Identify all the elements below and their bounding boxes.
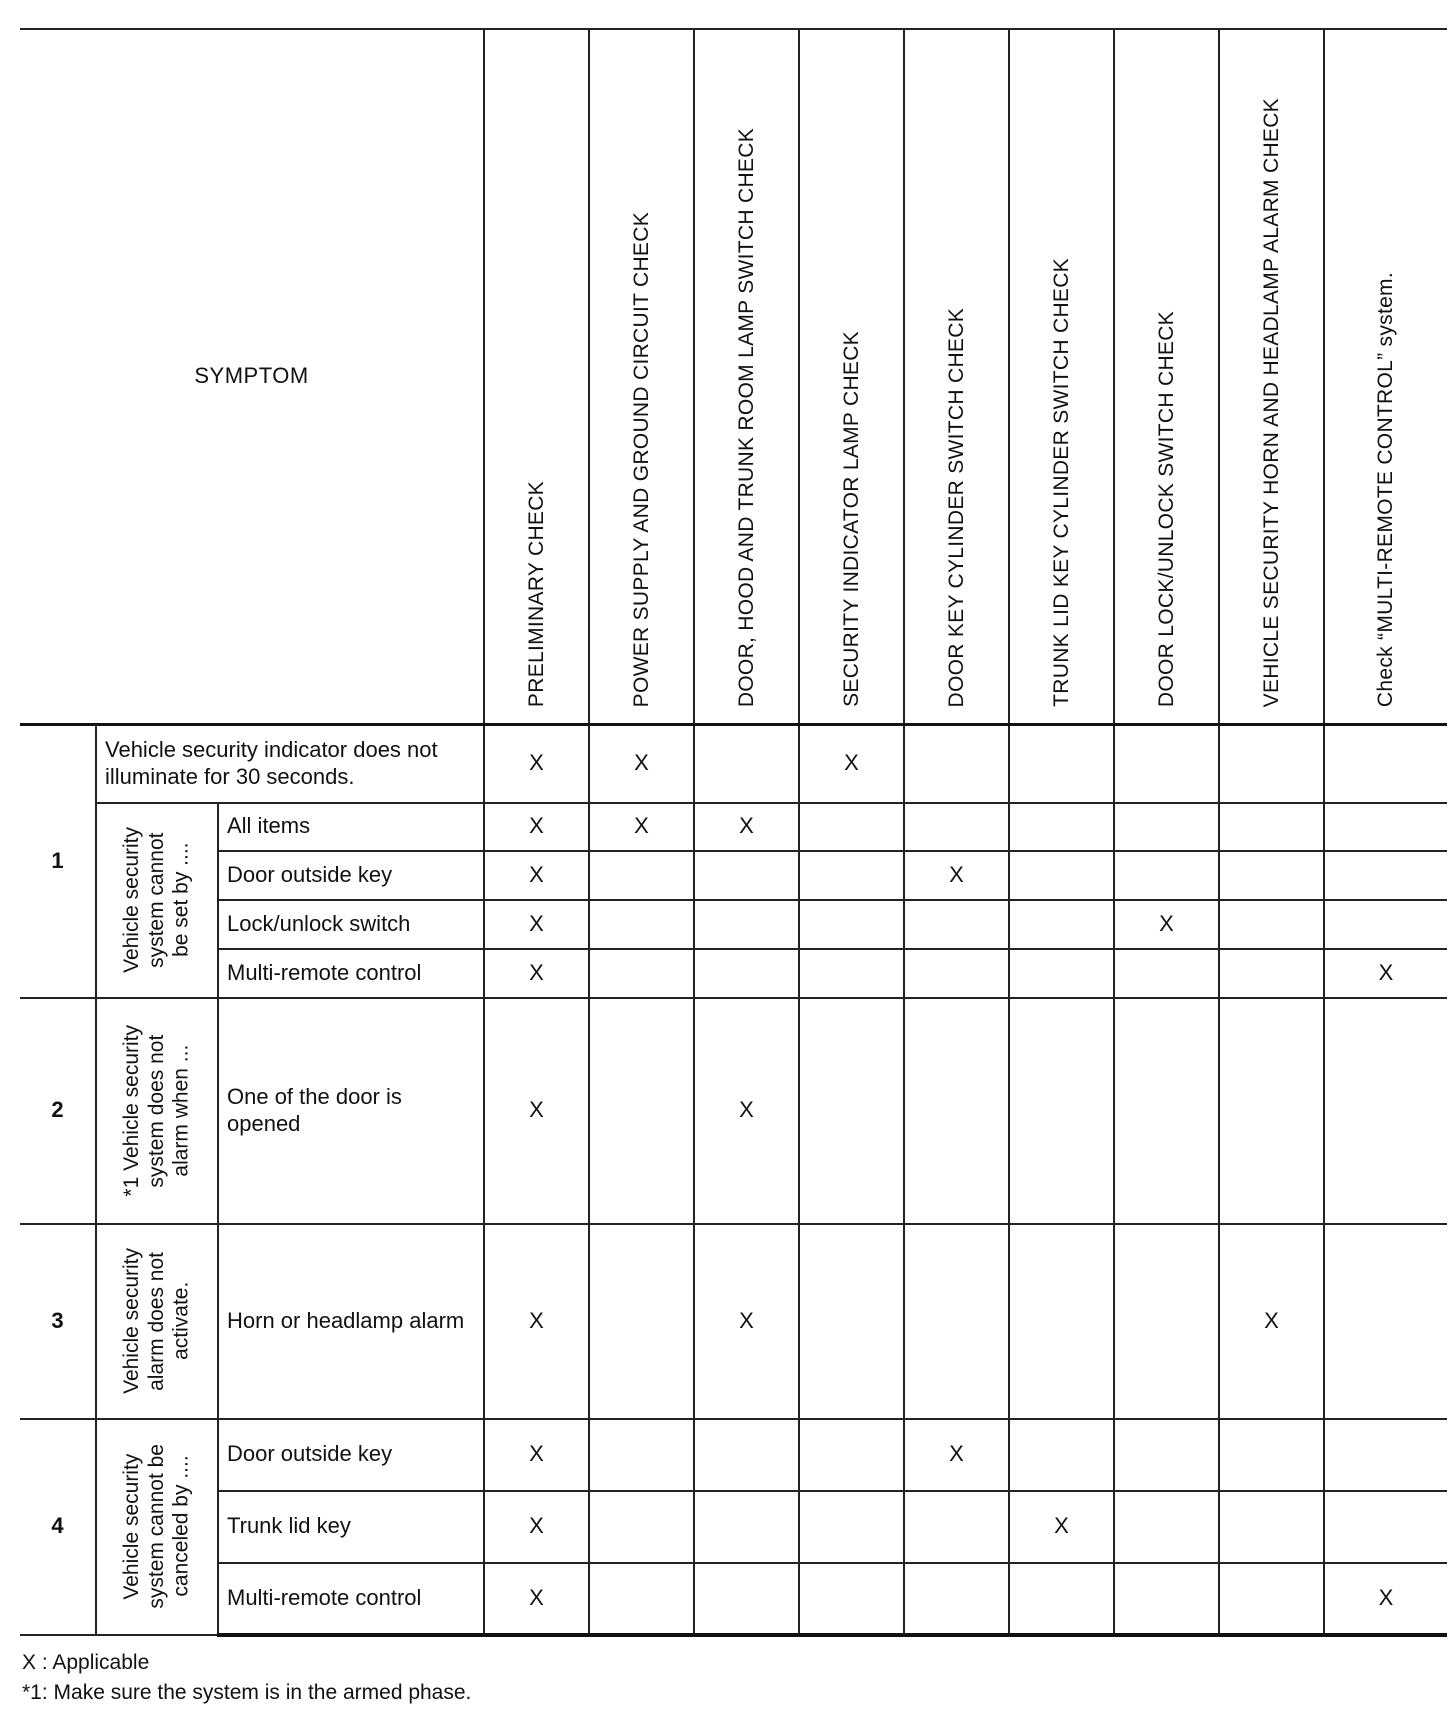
mark-cell bbox=[904, 998, 1009, 1224]
mark-cell bbox=[694, 900, 799, 949]
mark-cell bbox=[904, 949, 1009, 998]
mark-cell bbox=[694, 725, 799, 803]
symptom-group-label bbox=[96, 803, 218, 998]
mark-cell: X bbox=[799, 725, 904, 803]
symptom-condition: Door outside key bbox=[218, 1419, 484, 1491]
mark-cell bbox=[1219, 803, 1324, 851]
mark-cell bbox=[799, 851, 904, 900]
mark-cell bbox=[799, 900, 904, 949]
mark-cell: X bbox=[484, 1491, 589, 1563]
mark-cell: X bbox=[904, 1419, 1009, 1491]
mark-cell: X bbox=[484, 851, 589, 900]
mark-cell bbox=[589, 1419, 694, 1491]
mark-cell: X bbox=[484, 1563, 589, 1635]
mark-cell bbox=[1009, 1563, 1114, 1635]
mark-cell: X bbox=[694, 803, 799, 851]
mark-cell bbox=[904, 725, 1009, 803]
mark-cell bbox=[1114, 1491, 1219, 1563]
symptom-number: 4 bbox=[20, 1419, 96, 1635]
column-header bbox=[589, 29, 694, 725]
mark-cell bbox=[694, 1419, 799, 1491]
column-header-label: TRUNK LID KEY CYLINDER SWITCH CHECK bbox=[1049, 258, 1073, 707]
mark-cell bbox=[1009, 1419, 1114, 1491]
column-header-label: Check “MULTI-REMOTE CONTROL” system. bbox=[1374, 271, 1398, 707]
header-row bbox=[20, 29, 1447, 725]
symptom-condition: Trunk lid key bbox=[218, 1491, 484, 1563]
column-header bbox=[1324, 29, 1447, 725]
mark-cell bbox=[589, 1224, 694, 1419]
mark-cell bbox=[799, 1419, 904, 1491]
mark-cell bbox=[904, 803, 1009, 851]
mark-cell bbox=[694, 1491, 799, 1563]
mark-cell: X bbox=[694, 998, 799, 1224]
table-row bbox=[20, 900, 1447, 949]
mark-cell bbox=[1114, 949, 1219, 998]
mark-cell: X bbox=[484, 1224, 589, 1419]
mark-cell bbox=[589, 900, 694, 949]
column-header bbox=[1009, 29, 1114, 725]
mark-cell bbox=[1114, 803, 1219, 851]
column-header-label: SECURITY INDICATOR LAMP CHECK bbox=[839, 331, 863, 707]
footnotes bbox=[22, 1648, 471, 1709]
table-row bbox=[20, 1224, 1447, 1419]
symptom-condition: Multi-remote control bbox=[218, 1563, 484, 1635]
mark-cell bbox=[1219, 851, 1324, 900]
mark-cell bbox=[1219, 725, 1324, 803]
table-row bbox=[20, 998, 1447, 1224]
symptom-table bbox=[20, 28, 1447, 1637]
mark-cell bbox=[904, 1224, 1009, 1419]
mark-cell bbox=[1219, 1491, 1324, 1563]
symptom-group-text: Vehicle security system cannot be canceled by .... bbox=[119, 1444, 193, 1609]
symptom-number: 3 bbox=[20, 1224, 96, 1419]
column-header-label: DOOR LOCK/UNLOCK SWITCH CHECK bbox=[1154, 310, 1178, 707]
mark-cell bbox=[1114, 1563, 1219, 1635]
symptom-number: 1 bbox=[20, 725, 96, 998]
mark-cell bbox=[1324, 1491, 1447, 1563]
table-row bbox=[20, 1491, 1447, 1563]
column-header bbox=[484, 29, 589, 725]
column-header-label: VEHICLE SECURITY HORN AND HEADLAMP ALARM CHECK bbox=[1259, 97, 1283, 707]
mark-cell bbox=[1009, 998, 1114, 1224]
symptom-number: 2 bbox=[20, 998, 96, 1224]
mark-cell bbox=[1219, 900, 1324, 949]
mark-cell bbox=[1219, 998, 1324, 1224]
mark-cell bbox=[799, 803, 904, 851]
table-row bbox=[20, 803, 1447, 851]
mark-cell bbox=[589, 1563, 694, 1635]
column-header bbox=[1219, 29, 1324, 725]
mark-cell bbox=[799, 949, 904, 998]
mark-cell bbox=[799, 1224, 904, 1419]
mark-cell bbox=[1114, 1224, 1219, 1419]
mark-cell bbox=[1114, 851, 1219, 900]
mark-cell bbox=[1324, 803, 1447, 851]
mark-cell bbox=[799, 1563, 904, 1635]
mark-cell: X bbox=[694, 1224, 799, 1419]
mark-cell bbox=[1009, 725, 1114, 803]
table-row bbox=[20, 725, 1447, 803]
mark-cell: X bbox=[904, 851, 1009, 900]
table-row bbox=[20, 1419, 1447, 1491]
mark-cell bbox=[1009, 900, 1114, 949]
mark-cell bbox=[1324, 900, 1447, 949]
column-header-label: POWER SUPPLY AND GROUND CIRCUIT CHECK bbox=[629, 211, 653, 707]
mark-cell bbox=[1324, 725, 1447, 803]
mark-cell bbox=[589, 1491, 694, 1563]
mark-cell: X bbox=[484, 998, 589, 1224]
symptom-group-label bbox=[96, 998, 218, 1224]
symptom-condition: Multi-remote control bbox=[218, 949, 484, 998]
mark-cell bbox=[1009, 1224, 1114, 1419]
mark-cell: X bbox=[1114, 900, 1219, 949]
symptom-condition: All items bbox=[218, 803, 484, 851]
symptom-condition: Horn or headlamp alarm bbox=[218, 1224, 484, 1419]
mark-cell: X bbox=[1219, 1224, 1324, 1419]
column-header-label: PRELIMINARY CHECK bbox=[524, 480, 548, 707]
mark-cell bbox=[904, 900, 1009, 949]
mark-cell bbox=[1324, 998, 1447, 1224]
mark-cell bbox=[589, 949, 694, 998]
mark-cell bbox=[799, 998, 904, 1224]
column-header-label: DOOR KEY CYLINDER SWITCH CHECK bbox=[944, 307, 968, 707]
mark-cell: X bbox=[484, 803, 589, 851]
symptom-header: SYMPTOM bbox=[20, 29, 484, 725]
symptom-condition: Door outside key bbox=[218, 851, 484, 900]
column-header bbox=[694, 29, 799, 725]
mark-cell bbox=[694, 1563, 799, 1635]
mark-cell bbox=[1114, 1419, 1219, 1491]
table-row bbox=[20, 1563, 1447, 1635]
mark-cell: X bbox=[1324, 1563, 1447, 1635]
symptom-chart bbox=[20, 28, 1442, 1637]
mark-cell bbox=[694, 851, 799, 900]
mark-cell bbox=[1009, 803, 1114, 851]
symptom-condition: One of the door is opened bbox=[218, 998, 484, 1224]
table-row bbox=[20, 949, 1447, 998]
mark-cell bbox=[1219, 1419, 1324, 1491]
mark-cell bbox=[1324, 1224, 1447, 1419]
mark-cell bbox=[904, 1563, 1009, 1635]
symptom-group-label bbox=[96, 1419, 218, 1635]
mark-cell bbox=[1219, 949, 1324, 998]
symptom-group-text: Vehicle security system cannot be set by .... bbox=[119, 827, 193, 973]
mark-cell bbox=[589, 851, 694, 900]
mark-cell bbox=[589, 998, 694, 1224]
column-header bbox=[904, 29, 1009, 725]
mark-cell: X bbox=[484, 725, 589, 803]
mark-cell bbox=[799, 1491, 904, 1563]
mark-cell bbox=[1324, 1419, 1447, 1491]
table-row bbox=[20, 851, 1447, 900]
mark-cell bbox=[1009, 949, 1114, 998]
mark-cell bbox=[694, 949, 799, 998]
mark-cell: X bbox=[484, 949, 589, 998]
legend-note: X : Applicable bbox=[22, 1651, 150, 1674]
column-header bbox=[1114, 29, 1219, 725]
armed-phase-note: *1: Make sure the system is in the armed phase. bbox=[22, 1681, 472, 1705]
mark-cell bbox=[1114, 725, 1219, 803]
mark-cell: X bbox=[484, 1419, 589, 1491]
mark-cell: X bbox=[484, 900, 589, 949]
mark-cell bbox=[1114, 998, 1219, 1224]
mark-cell bbox=[1219, 1563, 1324, 1635]
symptom-group-text: Vehicle security alarm does not activate. bbox=[119, 1248, 193, 1394]
mark-cell bbox=[1009, 851, 1114, 900]
mark-cell: X bbox=[589, 725, 694, 803]
mark-cell: X bbox=[589, 803, 694, 851]
mark-cell bbox=[1324, 851, 1447, 900]
symptom-condition: Vehicle security indicator does not illuminate for 30 seconds. bbox=[96, 725, 484, 803]
symptom-group-label bbox=[96, 1224, 218, 1419]
symptom-group-text: *1 Vehicle security system does not alarm when ... bbox=[119, 1024, 193, 1197]
column-header-label: DOOR, HOOD AND TRUNK ROOM LAMP SWITCH CHECK bbox=[734, 127, 758, 707]
mark-cell: X bbox=[1324, 949, 1447, 998]
mark-cell: X bbox=[1009, 1491, 1114, 1563]
column-header bbox=[799, 29, 904, 725]
mark-cell bbox=[904, 1491, 1009, 1563]
symptom-condition: Lock/unlock switch bbox=[218, 900, 484, 949]
